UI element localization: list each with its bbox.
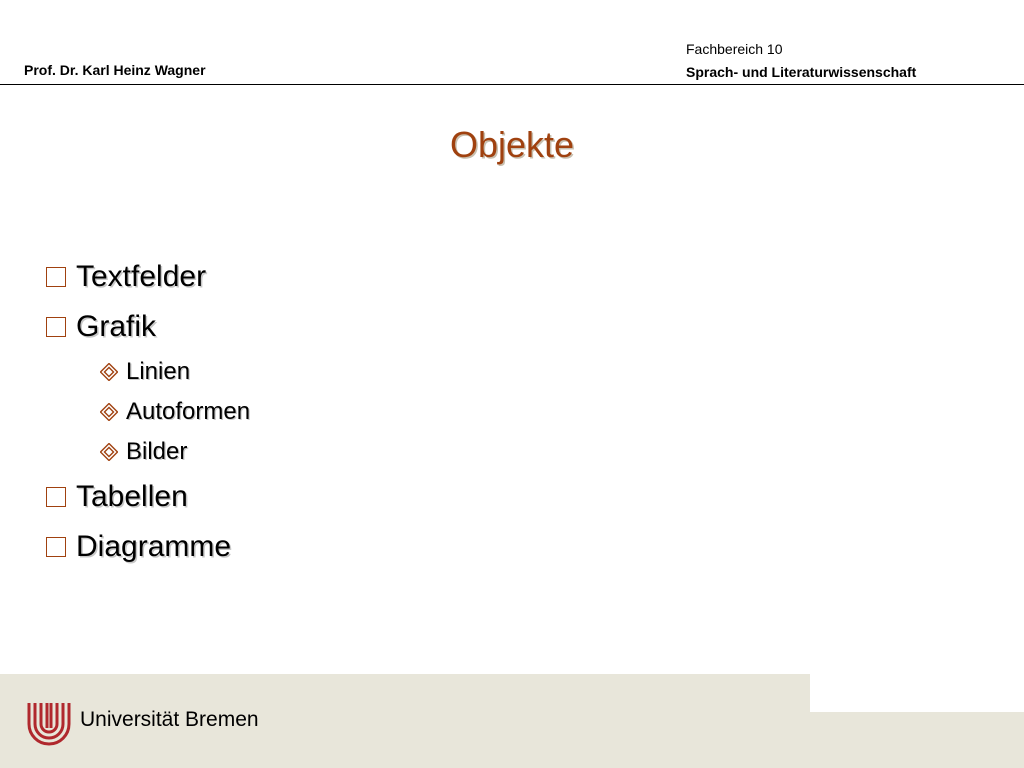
sub-bullet-label: Linien xyxy=(126,358,191,385)
university-bremen-logo-icon xyxy=(26,700,72,746)
subject-label: Sprach- und Literaturwissenschaft xyxy=(686,64,917,80)
bullet-label: Tabellen xyxy=(76,480,188,513)
slide-title: Objekte xyxy=(449,124,575,165)
sub-bullet-item-bilder xyxy=(46,432,250,472)
bullet-label: Diagramme xyxy=(76,530,232,563)
bullet-item-textfelder xyxy=(46,252,250,302)
header-info xyxy=(686,38,916,84)
bullet-label: Grafik xyxy=(76,310,157,343)
diamond-bullet-icon xyxy=(100,363,118,381)
sub-bullet-item-autoformen xyxy=(46,392,250,432)
sub-bullet-label: Bilder xyxy=(126,438,188,465)
square-bullet-icon xyxy=(46,267,66,287)
bullet-label: Textfelder xyxy=(76,260,207,293)
sub-bullet-label: Autoformen xyxy=(126,398,251,425)
diamond-bullet-icon xyxy=(100,403,118,421)
bullet-item-tabellen xyxy=(46,472,250,522)
department-label: Fachbereich 10 xyxy=(686,41,783,57)
square-bullet-icon xyxy=(46,537,66,557)
diamond-bullet-icon xyxy=(100,443,118,461)
square-bullet-icon xyxy=(46,317,66,337)
author-name: Prof. Dr. Karl Heinz Wagner xyxy=(24,62,206,78)
square-bullet-icon xyxy=(46,487,66,507)
sub-bullet-item-linien xyxy=(46,352,250,392)
header-divider xyxy=(0,84,1024,85)
bullet-list xyxy=(46,252,250,572)
footer-band-extension xyxy=(810,712,1024,768)
bullet-item-grafik xyxy=(46,302,250,352)
bullet-item-diagramme xyxy=(46,522,250,572)
university-name: Universität Bremen xyxy=(80,708,259,731)
